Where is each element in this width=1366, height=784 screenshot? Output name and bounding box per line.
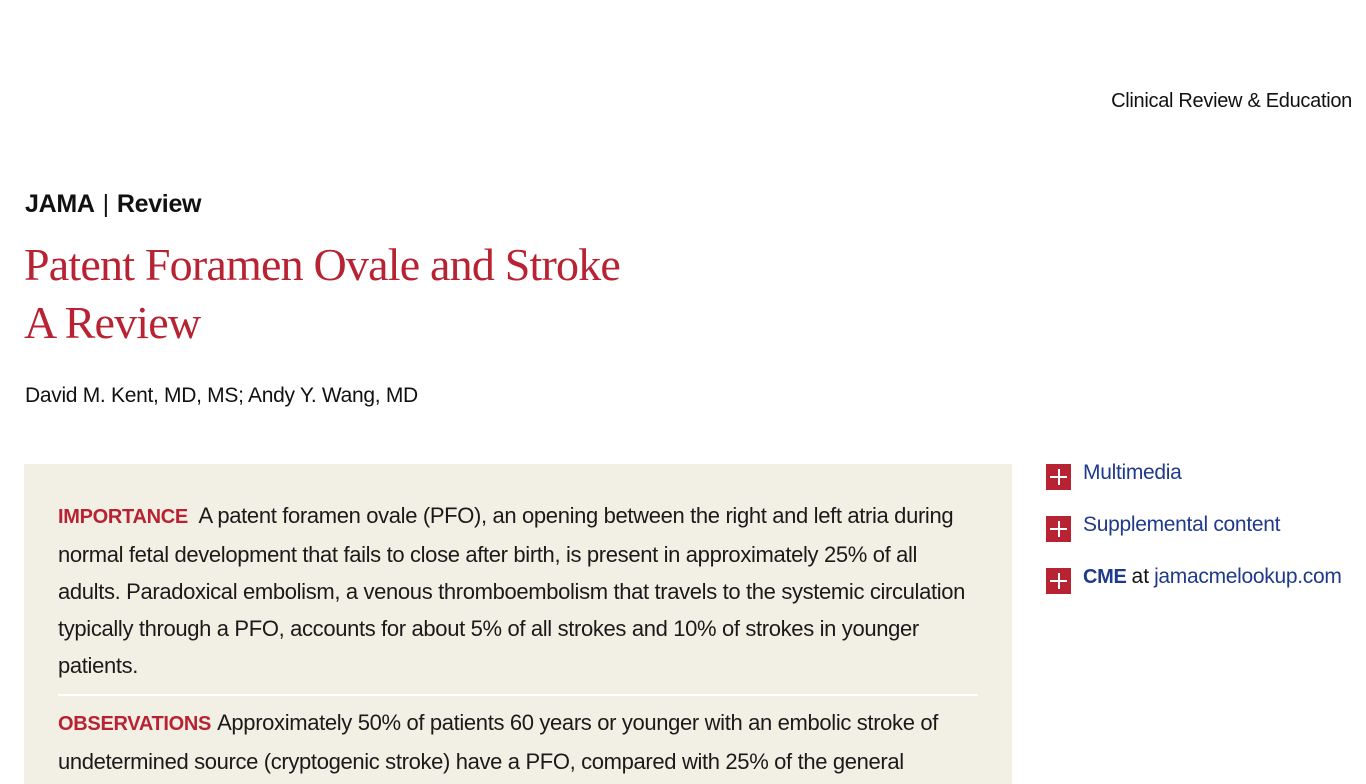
author-list: David M. Kent, MD, MS; Andy Y. Wang, MD: [25, 384, 418, 407]
importance-paragraph: [58, 497, 978, 684]
section-label: Clinical Review & Education: [1111, 90, 1352, 112]
abstract-box: [24, 464, 1012, 784]
plus-icon[interactable]: [1046, 464, 1071, 490]
journal-name: JAMA: [25, 190, 95, 218]
supplemental-link-item[interactable]: [1046, 512, 1342, 538]
multimedia-link[interactable]: Multimedia: [1083, 461, 1182, 484]
cme-url-link[interactable]: jamacmelookup.com: [1154, 565, 1342, 588]
observations-text: Approximately 50% of patients 60 years or younger with an embolic stroke of undetermined source (cryptogenic stroke) have a PFO, compared with 25% of the general: [58, 710, 939, 774]
journal-line: [25, 190, 201, 219]
article-title: [24, 236, 620, 352]
plus-icon[interactable]: [1046, 516, 1071, 542]
article-type: Review: [116, 190, 202, 218]
importance-heading: IMPORTANCE: [58, 506, 188, 528]
cme-at-text: at: [1131, 565, 1150, 588]
multimedia-link-item[interactable]: [1046, 460, 1342, 486]
sidebar-links: [1046, 460, 1342, 616]
observations-heading: OBSERVATIONS: [58, 713, 212, 735]
observations-paragraph: [58, 704, 978, 780]
title-line-1: Patent Foramen Ovale and Stroke: [24, 239, 621, 290]
abstract-content: [58, 497, 978, 780]
title-line-2: A Review: [24, 297, 201, 348]
importance-text: A patent foramen ovale (PFO), an opening between the right and left atria during normal fetal development that fails to close after birth, is present in approximately 25% of all adults. Paradoxical embolism, a venous thromboembolism that travels to the systemic circulation typically through a PFO, accounts for about 5% of all strokes and 10% of strokes in younger patients.: [58, 503, 966, 678]
cme-link[interactable]: CME: [1083, 565, 1127, 588]
plus-icon[interactable]: [1046, 568, 1071, 594]
abstract-divider: [58, 694, 978, 696]
cme-link-item[interactable]: [1046, 564, 1342, 590]
journal-separator: |: [102, 190, 109, 218]
supplemental-link[interactable]: Supplemental content: [1083, 513, 1281, 536]
